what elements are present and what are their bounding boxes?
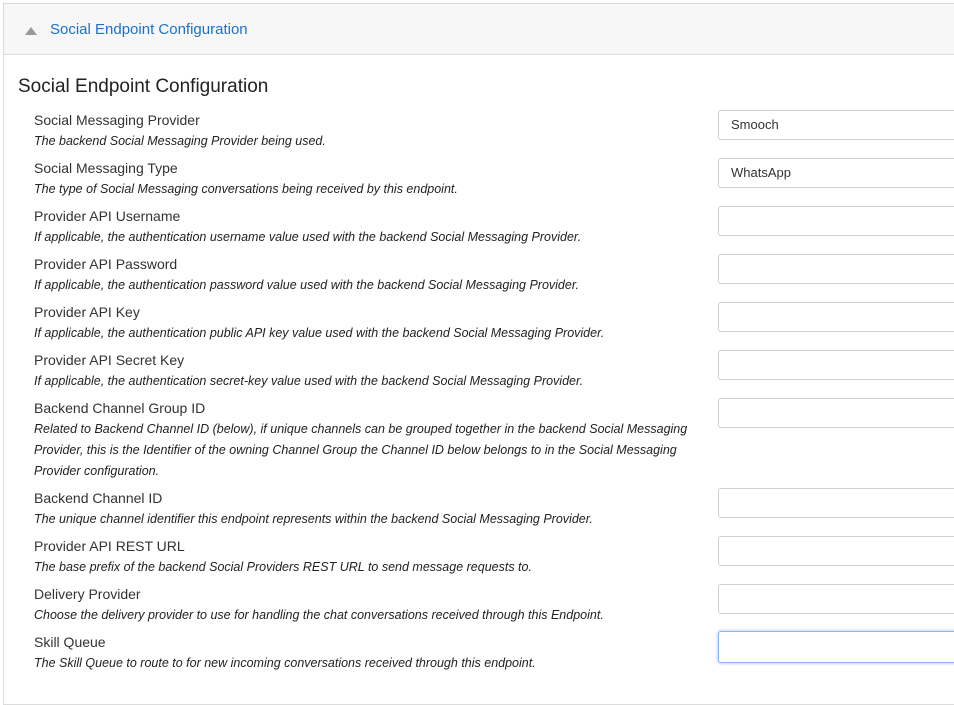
field-description: The type of Social Messaging conversations being received by this endpoint. — [34, 182, 458, 196]
field-backend-channel-id — [34, 488, 694, 530]
field-social-messaging-type — [34, 158, 694, 200]
field-description: The Skill Queue to route to for new incoming conversations received through this endpoint. — [34, 656, 536, 670]
field-description: Choose the delivery provider to use for handling the chat conversations received through this Endpoint. — [34, 608, 604, 622]
provider-api-key-input[interactable] — [718, 302, 954, 332]
field-description: The base prefix of the backend Social Providers REST URL to send message requests to. — [34, 560, 532, 574]
panel-header[interactable] — [4, 4, 954, 55]
field-provider-api-password — [34, 254, 694, 296]
social-messaging-provider-select[interactable]: Smooch — [718, 110, 954, 140]
panel-header-title[interactable]: Social Endpoint Configuration — [50, 21, 248, 38]
provider-api-rest-url-input[interactable] — [718, 536, 954, 566]
field-delivery-provider — [34, 584, 694, 626]
social-messaging-type-select[interactable]: WhatsApp — [718, 158, 954, 188]
field-label: Provider API Username — [34, 208, 181, 224]
field-description: If applicable, the authentication username value used with the backend Social Messaging Provider. — [34, 230, 582, 244]
field-description: The backend Social Messaging Provider being used. — [34, 134, 326, 148]
field-label: Backend Channel Group ID — [34, 400, 206, 416]
field-label: Social Messaging Provider — [34, 112, 200, 128]
field-description: If applicable, the authentication public API key value used with the backend Social Messaging Provider. — [34, 326, 605, 340]
backend-channel-id-input[interactable] — [718, 488, 954, 518]
field-description: If applicable, the authentication secret-key value used with the backend Social Messaging Provider. — [34, 374, 584, 388]
field-label: Provider API REST URL — [34, 538, 185, 554]
field-provider-api-key — [34, 302, 694, 344]
field-description: If applicable, the authentication password value used with the backend Social Messaging Provider. — [34, 278, 580, 292]
field-label: Skill Queue — [34, 634, 106, 650]
field-label: Backend Channel ID — [34, 490, 163, 506]
field-label: Social Messaging Type — [34, 160, 178, 176]
field-label: Provider API Password — [34, 256, 178, 272]
collapse-caret-icon[interactable] — [25, 27, 37, 35]
field-description: Related to Backend Channel ID (below), if unique channels can be grouped together in the backend Social Messaging Provider, this is the Identifier of the owning Channel Group the Channel ID below belongs to in the Social Messaging Provider configuration. — [34, 422, 688, 478]
field-label: Delivery Provider — [34, 586, 141, 602]
field-description: The unique channel identifier this endpoint represents within the backend Social Messaging Provider. — [34, 512, 593, 526]
provider-api-username-input[interactable] — [718, 206, 954, 236]
field-provider-api-username — [34, 206, 694, 248]
field-skill-queue — [34, 632, 694, 674]
provider-api-password-input[interactable] — [718, 254, 954, 284]
field-provider-api-secret-key — [34, 350, 694, 392]
section-title: Social Endpoint Configuration — [18, 76, 269, 97]
field-label: Provider API Secret Key — [34, 352, 185, 368]
field-backend-channel-group-id — [34, 398, 694, 482]
provider-api-secret-key-input[interactable] — [718, 350, 954, 380]
field-provider-api-rest-url — [34, 536, 694, 578]
skill-queue-select[interactable] — [718, 631, 954, 663]
delivery-provider-select[interactable] — [718, 584, 954, 614]
backend-channel-group-id-input[interactable] — [718, 398, 954, 428]
field-label: Provider API Key — [34, 304, 140, 320]
field-social-messaging-provider — [34, 110, 694, 152]
